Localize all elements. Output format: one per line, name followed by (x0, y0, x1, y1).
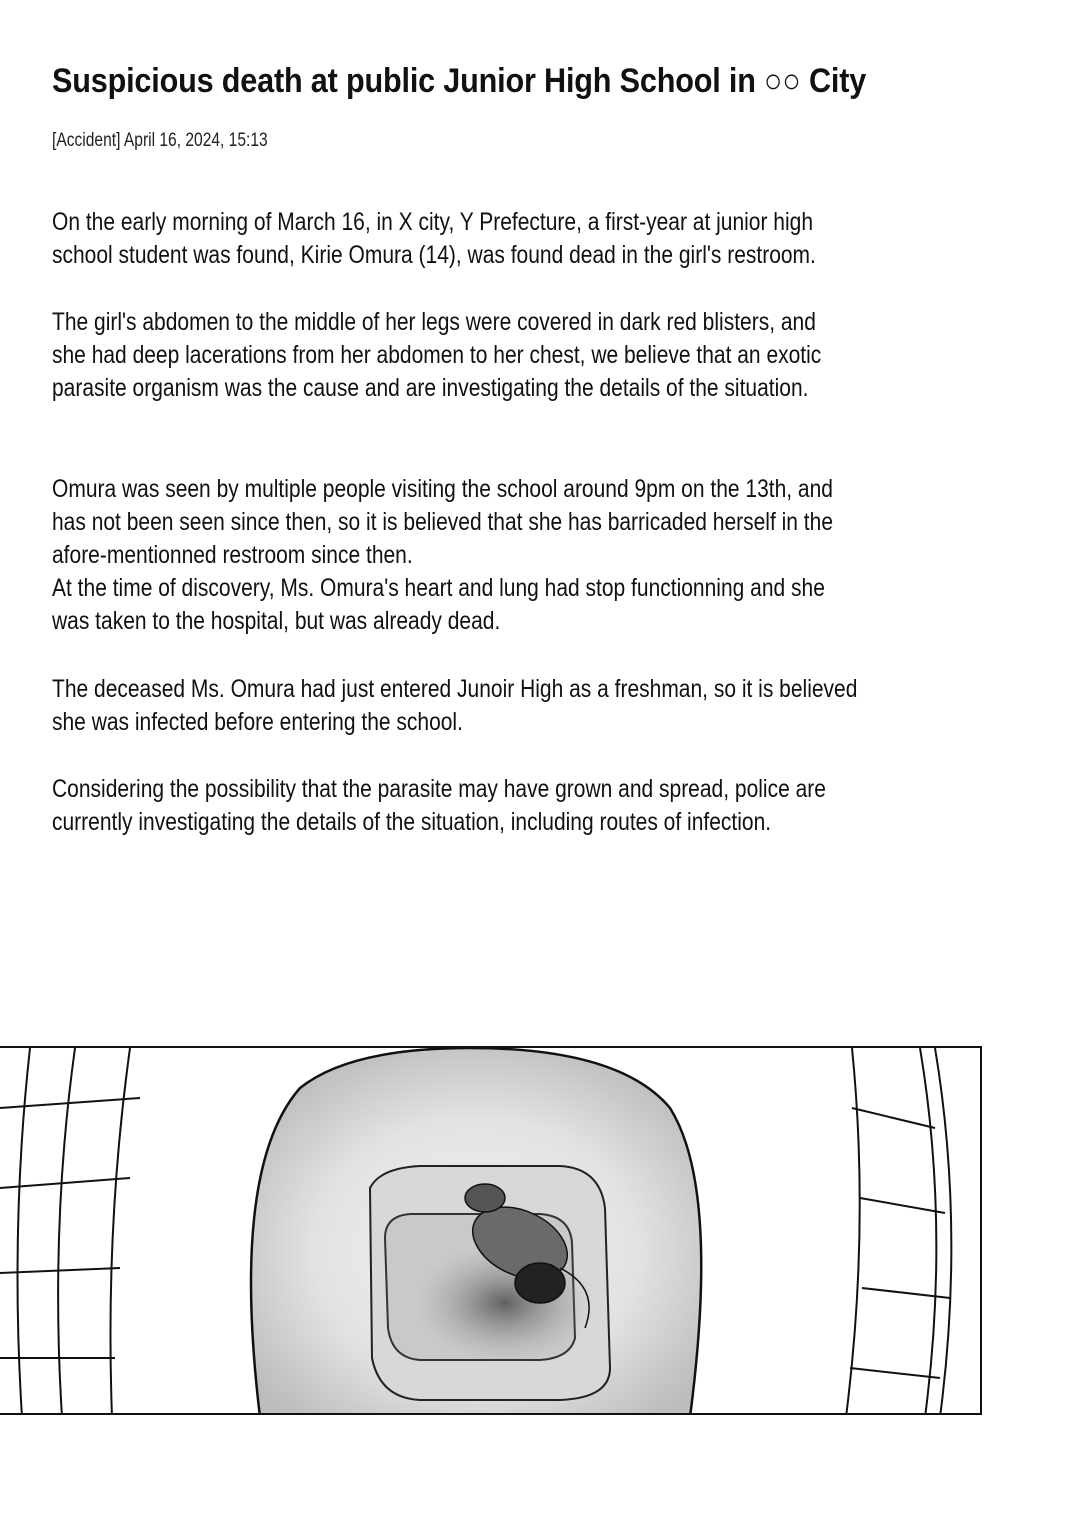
paragraph-2 (52, 306, 968, 405)
paragraph-4 (52, 673, 1011, 739)
text-line: On the early morning of March 16, in X city, Y Prefecture, a first-year at junior high (52, 208, 814, 236)
text-line: At the time of discovery, Ms. Omura's heart and lung had stop functionning and she (52, 574, 825, 602)
text-line: parasite organism was the cause and are investigating the details of the situation. (52, 374, 809, 402)
text-line: was taken to the hospital, but was already dead. (52, 607, 501, 635)
text-line: she was infected before entering the school. (52, 708, 463, 736)
text-line: The girl's abdomen to the middle of her legs were covered in dark red blisters, and (52, 308, 816, 336)
text-line: afore-mentionned restroom since then. (52, 541, 413, 569)
text-line: she had deep lacerations from her abdomen to her chest, we believe that an exotic (52, 341, 822, 369)
text-line: The deceased Ms. Omura had just entered Junoir High as a freshman, so it is believed (52, 675, 858, 703)
text-line: school student was found, Kirie Omura (14), was found dead in the girl's restroom. (52, 241, 816, 269)
text-line: Considering the possibility that the parasite may have grown and spread, police are (52, 775, 826, 803)
text-line: Omura was seen by multiple people visiting the school around 9pm on the 13th, and (52, 475, 833, 503)
wall-tiles-right (846, 1048, 951, 1415)
text-line: currently investigating the details of the situation, including routes of infection. (52, 808, 772, 836)
manga-panel-illustration (0, 1046, 982, 1415)
article-category-date: [Accident] April 16, 2024, 15:13 (52, 130, 268, 151)
wall-tiles-left (0, 1048, 140, 1415)
toilet-illustration (0, 1048, 982, 1415)
paragraph-3 (52, 473, 982, 638)
paragraph-1 (52, 206, 961, 272)
article-title: Suspicious death at public Junior High School in ○○ City (52, 62, 867, 100)
paragraph-5 (52, 773, 973, 839)
text-line: has not been seen since then, so it is believed that she has barricaded herself in the (52, 508, 834, 536)
